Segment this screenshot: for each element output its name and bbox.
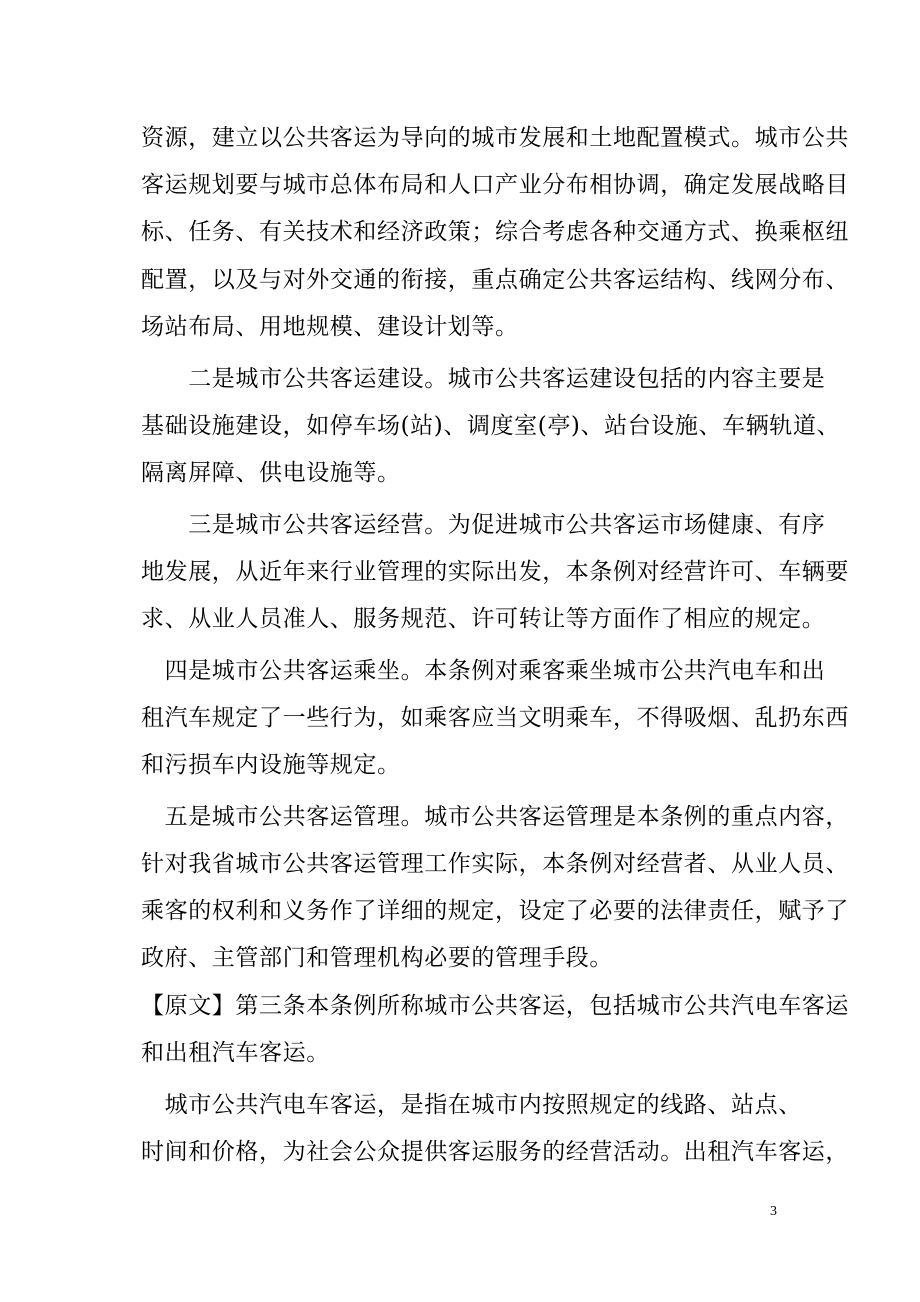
text-line: 四是城市公共客运乘坐。本条例对乘客乘坐城市公共汽电车和出 xyxy=(141,658,826,684)
text-line: 标、任务、有关技术和经济政策；综合考虑各种交通方式、换乘枢纽 xyxy=(141,219,849,245)
text-line: 资源，建立以公共客运为导向的城市发展和土地配置模式。城市公共 xyxy=(141,125,849,151)
text-line: 【原文】第三条本条例所称城市公共客运，包括城市公共汽电车客运 xyxy=(141,993,849,1019)
text-line: 五是城市公共客运管理。城市公共客运管理是本条例的重点内容， xyxy=(141,804,849,830)
text-line: 时间和价格，为社会公众提供客运服务的经营活动。出租汽车客运， xyxy=(141,1139,849,1165)
text-line: 二是城市公共客运建设。城市公共客运建设包括的内容主要是 xyxy=(141,366,826,392)
text-line: 隔离屏障、供电设施等。 xyxy=(141,460,401,486)
text-line: 乘客的权利和义务作了详细的规定，设定了必要的法律责任，赋予了 xyxy=(141,898,849,924)
text-line: 租汽车规定了一些行为，如乘客应当文明乘车，不得吸烟、乱扔东西 xyxy=(141,705,849,731)
page-number: 3 xyxy=(770,1204,777,1219)
text-line: 政府、主管部门和管理机构必要的管理手段。 xyxy=(141,945,613,971)
text-line: 配置，以及与对外交通的衔接，重点确定公共客运结构、线网分布、 xyxy=(141,267,849,293)
text-line: 和出租汽车客运。 xyxy=(141,1040,330,1066)
text-line: 三是城市公共客运经营。为促进城市公共客运市场健康、有序 xyxy=(141,512,826,538)
text-line: 地发展，从近年来行业管理的实际出发，本条例对经营许可、车辆要 xyxy=(141,559,849,585)
text-line: 求、从业人员准人、服务规范、许可转让等方面作了相应的规定。 xyxy=(141,606,826,632)
text-line: 场站布局、用地规模、建设计划等。 xyxy=(141,314,519,340)
text-line: 针对我省城市公共客运管理工作实际，本条例对经营者、从业人员、 xyxy=(141,851,849,877)
text-line: 和污损车内设施等规定。 xyxy=(141,752,401,778)
text-line: 城市公共汽电车客运，是指在城市内按照规定的线路、站点、 xyxy=(141,1092,802,1118)
text-line: 基础设施建设，如停车场(站)、调度室(亭)、站台设施、车辆轨道、 xyxy=(141,413,841,439)
text-line: 客运规划要与城市总体布局和人口产业分布相协调，确定发展战略目 xyxy=(141,172,849,198)
